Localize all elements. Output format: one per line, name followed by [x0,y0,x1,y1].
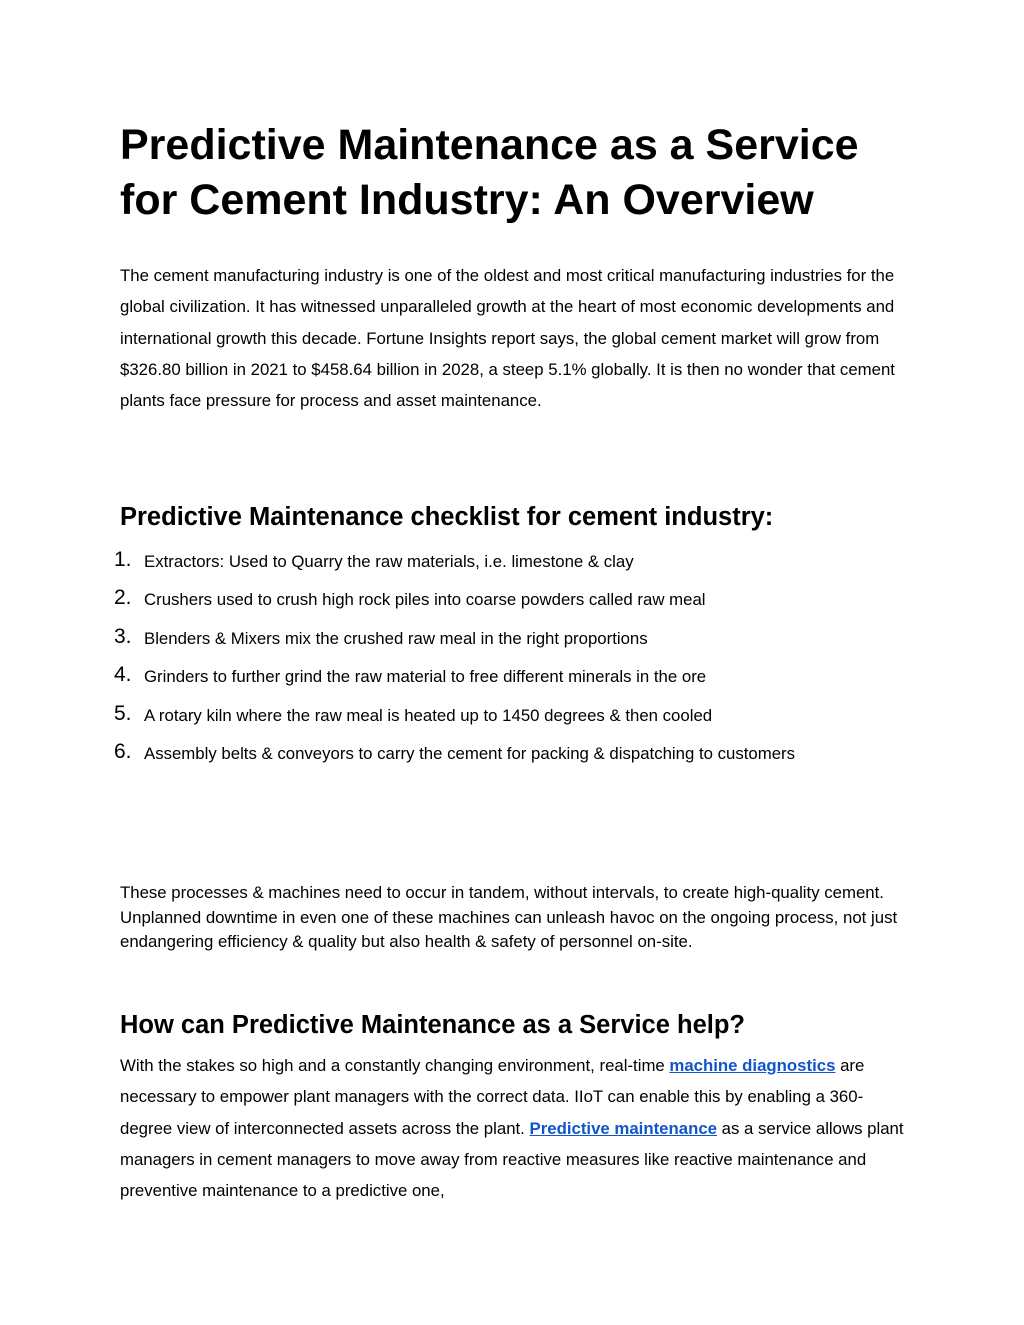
checklist-item-text: A rotary kiln where the raw meal is heated up to 1450 degrees & then cooled [144,705,713,725]
help-heading: How can Predictive Maintenance as a Service help? [120,1011,745,1039]
checklist-item-text: Crushers used to crush high rock piles into coarse powders called raw meal [144,590,706,610]
checklist-item-number: 4. [114,663,132,687]
processes-paragraph: These processes & machines need to occur in tandem, without intervals, to create high-quality cement. Unplanned downtime in even one of these machines can unleash havoc on the ongoing process, not just endangering efficiency & quality but also health & safety of personnel on-site. [120,883,898,951]
checklist [110,543,910,773]
checklist-item-text: Blenders & Mixers mix the crushed raw meal in the right proportions [144,628,648,648]
predictive-maintenance-link[interactable]: Predictive maintenance [529,1118,717,1138]
machine-diagnostics-link[interactable]: machine diagnostics [669,1056,836,1075]
intro-paragraph: The cement manufacturing industry is one of the oldest and most critical manufacturing industries for the global civilization. It has witnessed unparalleled growth at the heart of most economic developments and international growth this decade. Fortune Insights report says, the global cement market will grow from $326.80 billion in 2021 to $458.64 billion in 2028, a steep 5.1% globally. It is then no wonder that cement plants face pressure for process and asset maintenance. [120,266,895,411]
checklist-item-text: Extractors: Used to Quarry the raw materials, i.e. limestone & clay [144,552,634,571]
checklist-item [110,735,910,773]
checklist-item [110,581,910,619]
checklist-item-number: 5. [114,701,132,725]
checklist-item-text: Assembly belts & conveyors to carry the cement for packing & dispatching to customers [144,743,796,763]
checklist-item-text: Grinders to further grind the raw material to free different minerals in the ore [144,667,707,687]
document-title: Predictive Maintenance as a Service for Cement Industry: An Overview [120,121,859,224]
help-paragraph-text: With the stakes so high and a constantly changing environment, real-time [120,1056,670,1075]
help-paragraph-text: as a service allows plant managers in cement managers to move away from reactive measures like reactive maintenance and preventive maintenance to a predictive one, [120,1118,904,1201]
checklist-item [110,658,910,696]
checklist-item-number: 2. [114,586,132,610]
checklist-item [110,697,910,735]
checklist-item [110,543,910,581]
checklist-item-number: 6. [114,739,132,763]
help-paragraph-text: are necessary to empower plant managers with the correct data. IIoT can enable this by enabling a 360-degree view of interconnected assets across the plant. [120,1056,865,1138]
checklist-item-number: 1. [114,548,132,571]
checklist-heading: Predictive Maintenance checklist for cement industry: [120,503,774,531]
checklist-item [110,620,910,658]
help-paragraph [120,1050,910,1206]
checklist-item-number: 3. [114,624,132,648]
